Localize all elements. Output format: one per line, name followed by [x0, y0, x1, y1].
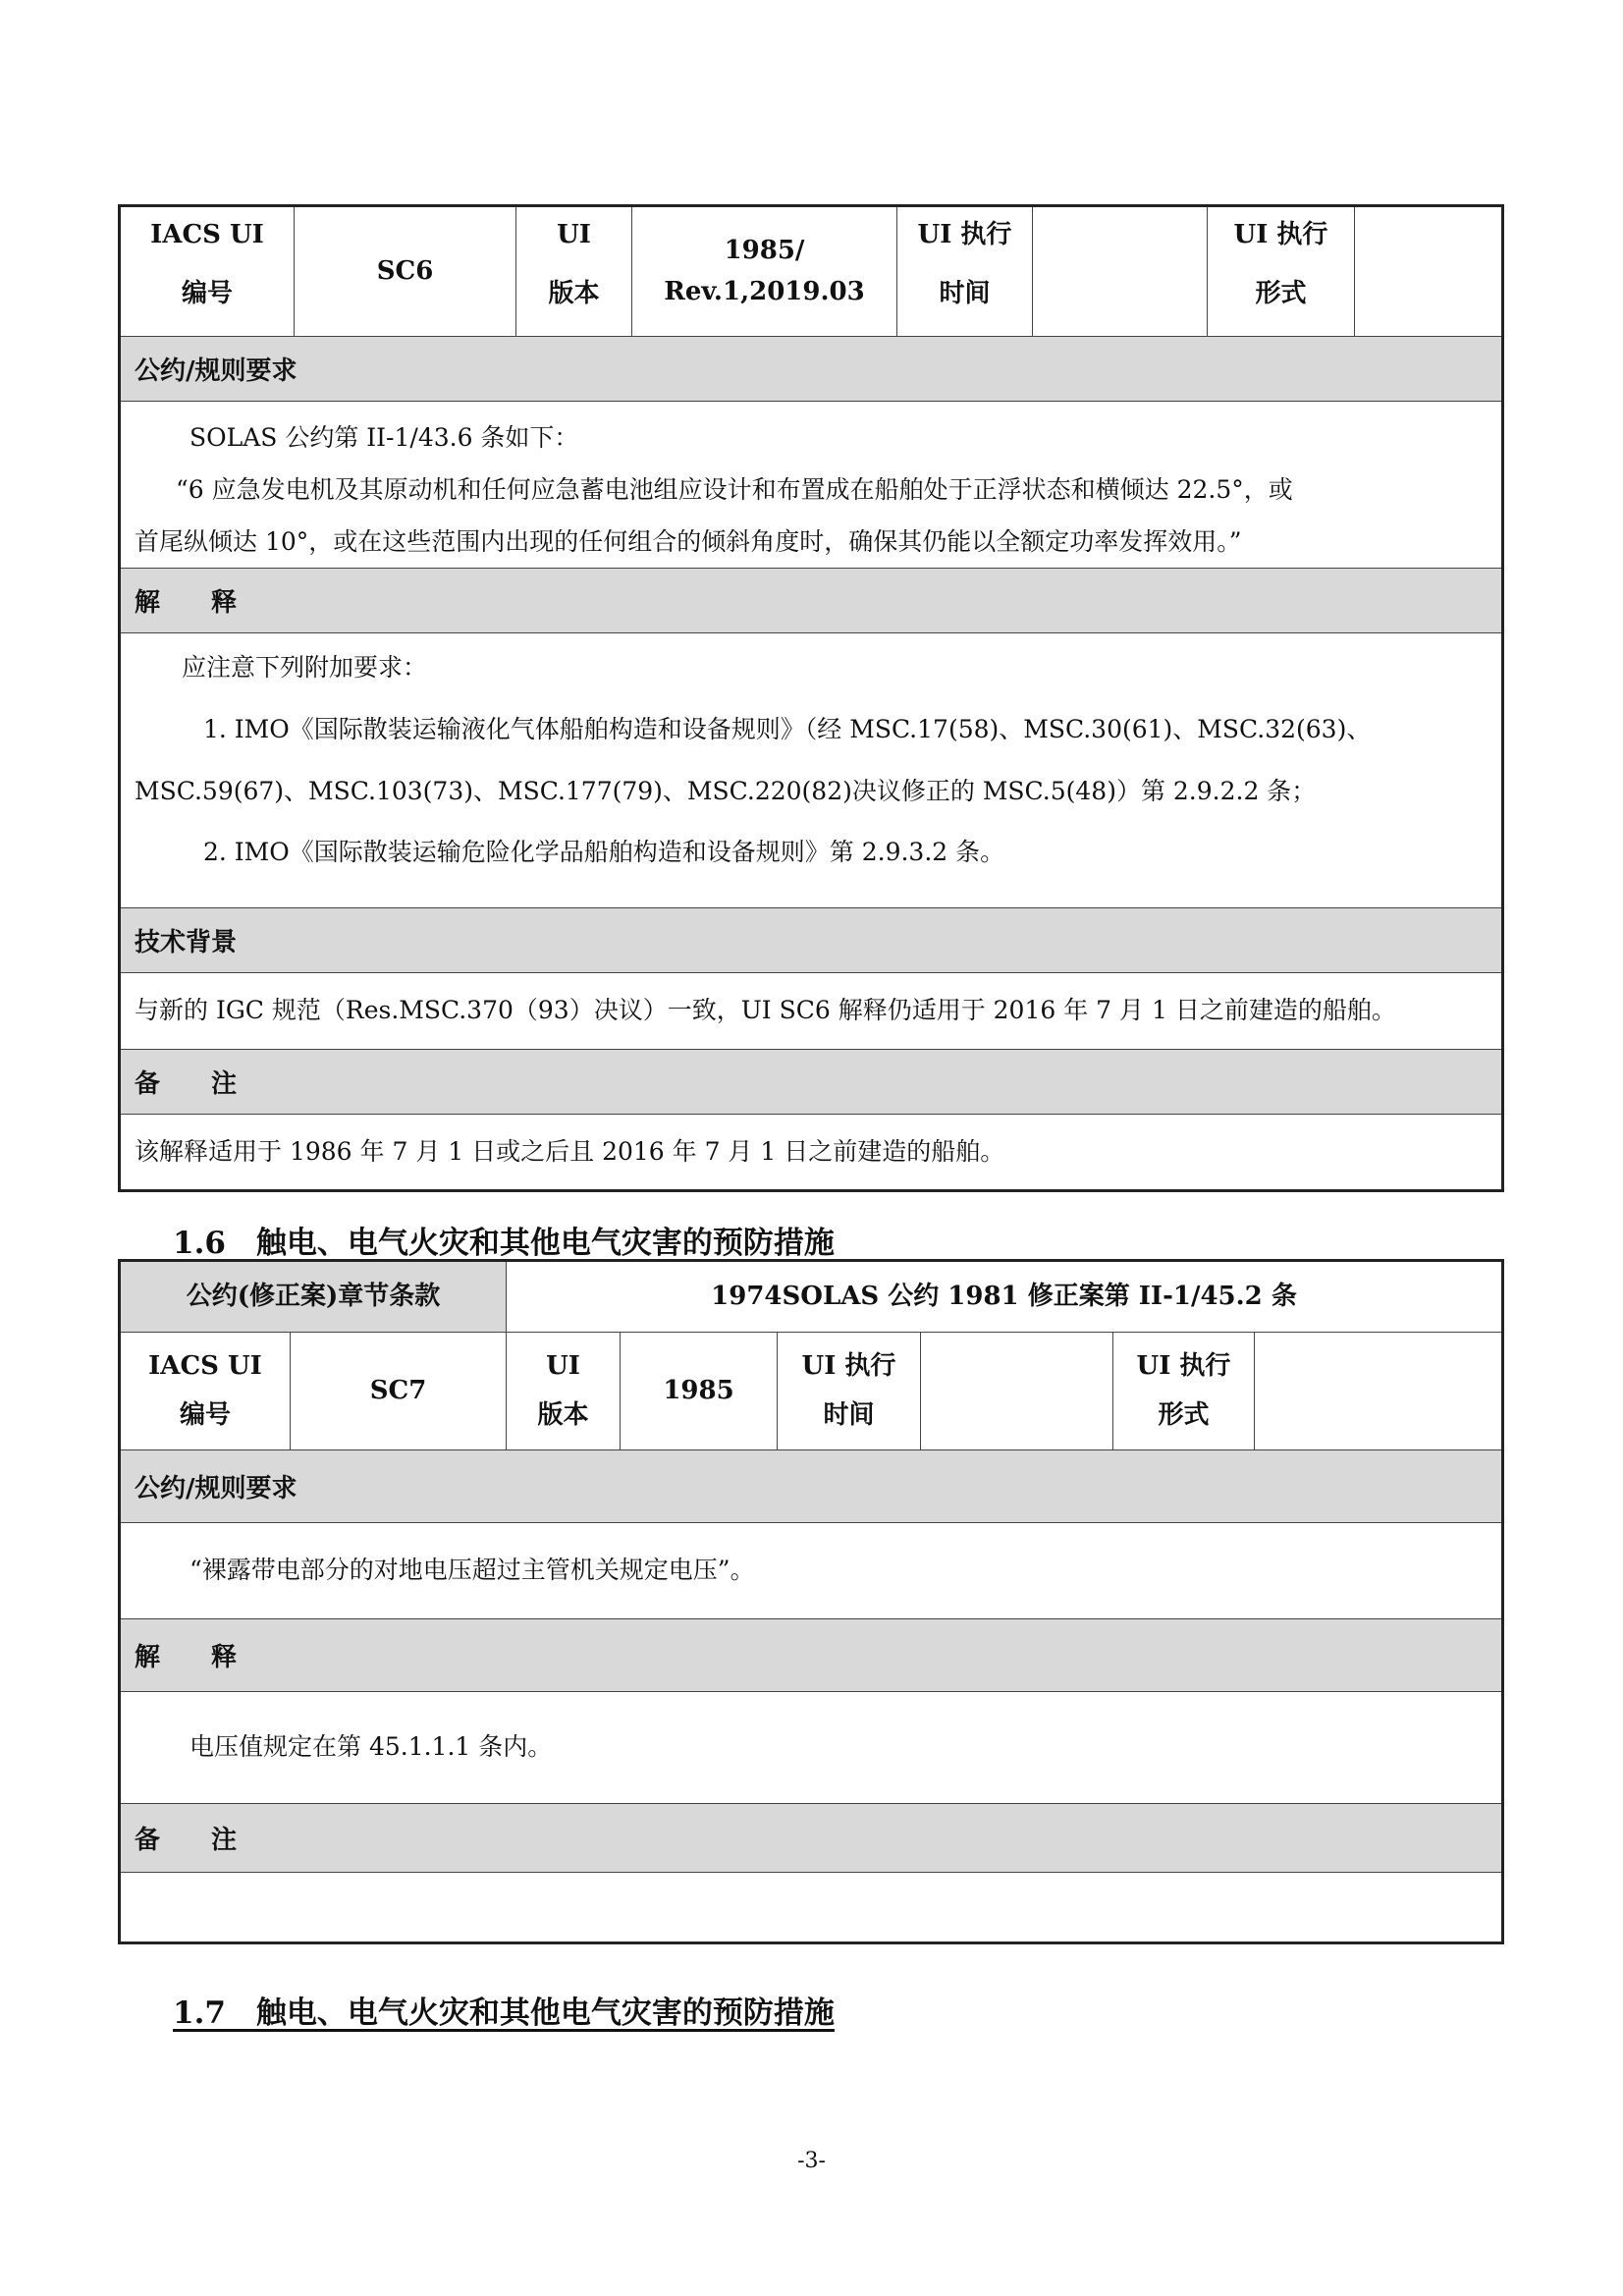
convention-row: [121, 1262, 1501, 1333]
exec-form-label-2-line1: UI 执行: [1136, 1350, 1231, 1381]
ui-version-value: [632, 207, 897, 336]
section-heading-1-7: 1.7 触电、电气火灾和其他电气灾害的预防措施: [173, 1995, 835, 2031]
ui-header-row-2: [121, 1333, 1501, 1450]
remarks-label-2-text: 备 注: [135, 1826, 238, 1855]
background-text: 与新的 IGC 规范（Res.MSC.370（93）决议）一致，UI SC6 解释仍适用于 2016 年 7 月 1 日之前建造的船舶。: [135, 996, 1396, 1025]
iacs-ui-label-2-line1: IACS UI: [148, 1350, 262, 1381]
exec-time-label-line1: UI 执行: [917, 220, 1012, 249]
interpretation-line-1: 应注意下列附加要求：: [182, 653, 428, 682]
ui-version-2-text: 1985: [663, 1375, 734, 1405]
exec-time-label-line2: 时间: [939, 278, 991, 308]
exec-time-label-2-line2: 时间: [823, 1399, 875, 1430]
exec-form-value: [1355, 207, 1501, 336]
interpretation-line-3: MSC.59(67)、MSC.103(73)、MSC.177(79)、MSC.220(82)决议修正的 MSC.5(48)）第 2.9.2.2 条；: [135, 776, 1317, 805]
exec-form-value-2: [1255, 1333, 1501, 1449]
background-label-text: 技术背景: [135, 928, 238, 957]
requirements-label-2: [121, 1450, 1501, 1523]
ui-version-label-line1: UI: [557, 220, 591, 249]
requirements-content-2: [121, 1523, 1501, 1619]
ui-table-sc7: [118, 1259, 1504, 1944]
convention-label: [121, 1262, 507, 1332]
convention-value-text: 1974SOLAS 公约 1981 修正案第 II-1/45.2 条: [711, 1281, 1297, 1311]
remarks-text: 该解释适用于 1986 年 7 月 1 日或之后且 2016 年 7 月 1 日之前建造的船舶。: [135, 1136, 1005, 1166]
ui-number-2: [291, 1333, 507, 1449]
requirements-label: [121, 337, 1501, 402]
ui-version-label-2: [507, 1333, 621, 1449]
convention-label-text: 公约(修正案)章节条款: [186, 1281, 441, 1311]
remarks-label: [121, 1050, 1501, 1115]
exec-time-value: [1033, 207, 1208, 336]
iacs-ui-label-line1: IACS UI: [150, 220, 264, 249]
ui-version-line2: Rev.1,2019.03: [664, 276, 865, 306]
background-label: [121, 908, 1501, 973]
iacs-ui-label-2: [121, 1333, 291, 1449]
requirements-line-2: “6 应急发电机及其原动机和任何应急蓄电池组应设计和布置成在船舶处于正浮状态和横倾达 22.5°，或: [176, 474, 1293, 504]
requirements-content: [121, 402, 1501, 569]
exec-form-label-line1: UI 执行: [1233, 220, 1328, 249]
convention-value: [507, 1262, 1501, 1332]
interpretation-content-2: [121, 1692, 1501, 1804]
ui-version-value-2: [621, 1333, 778, 1449]
remarks-content: [121, 1115, 1501, 1189]
exec-form-label-2: [1113, 1333, 1255, 1449]
ui-version-label-2-line1: UI: [546, 1350, 580, 1381]
exec-time-label: [897, 207, 1033, 336]
exec-form-label-2-line2: 形式: [1158, 1399, 1210, 1430]
remarks-label-text: 备 注: [135, 1069, 238, 1099]
remarks-label-2: [121, 1804, 1501, 1873]
requirements-line-1: SOLAS 公约第 II-1/43.6 条如下：: [189, 423, 579, 452]
remarks-content-2: [121, 1873, 1501, 1941]
iacs-ui-label: [121, 207, 295, 336]
requirements-line-3: 首尾纵倾达 10°，或在这些范围内出现的任何组合的倾斜角度时，确保其仍能以全额定功率发挥效用。”: [135, 526, 1242, 556]
exec-time-label-2-line1: UI 执行: [801, 1350, 896, 1381]
interpretation-2-text: 电压值规定在第 45.1.1.1 条内。: [189, 1732, 553, 1762]
ui-number-2-text: SC7: [369, 1375, 427, 1405]
exec-time-label-2: [778, 1333, 921, 1449]
section-heading-1-6: 1.6 触电、电气火灾和其他电气灾害的预防措施: [173, 1226, 835, 1261]
page-number: -3-: [797, 2149, 826, 2173]
ui-number: [295, 207, 516, 336]
ui-header-row: [121, 207, 1501, 337]
interpretation-label: [121, 569, 1501, 633]
requirements-2-text: “裸露带电部分的对地电压超过主管机关规定电压”。: [189, 1556, 755, 1585]
requirements-label-2-text: 公约/规则要求: [135, 1474, 298, 1503]
ui-version-line1: 1985/: [724, 235, 805, 265]
ui-number-text: SC6: [376, 255, 434, 286]
exec-form-label: [1208, 207, 1355, 336]
background-content: [121, 973, 1501, 1050]
iacs-ui-label-line2: 编号: [181, 278, 233, 308]
ui-table-sc6: [118, 204, 1504, 1192]
ui-version-label: [516, 207, 632, 336]
ui-version-label-line2: 版本: [548, 278, 600, 308]
exec-time-value-2: [921, 1333, 1113, 1449]
iacs-ui-label-2-line2: 编号: [179, 1399, 231, 1430]
requirements-label-text: 公约/规则要求: [135, 356, 298, 386]
interpretation-label-2: [121, 1619, 1501, 1692]
interpretation-label-text: 解 释: [135, 588, 238, 618]
exec-form-label-line2: 形式: [1255, 278, 1307, 308]
ui-version-label-2-line2: 版本: [537, 1399, 589, 1430]
interpretation-line-4: 2. IMO《国际散装运输危险化学品船舶构造和设备规则》第 2.9.3.2 条。: [203, 838, 1005, 867]
interpretation-content: [121, 633, 1501, 908]
interpretation-line-2: 1. IMO《国际散装运输液化气体船舶构造和设备规则》（经 MSC.17(58)、MSC.30(61)、MSC.32(63)、: [203, 714, 1372, 743]
interpretation-label-2-text: 解 释: [135, 1643, 238, 1672]
